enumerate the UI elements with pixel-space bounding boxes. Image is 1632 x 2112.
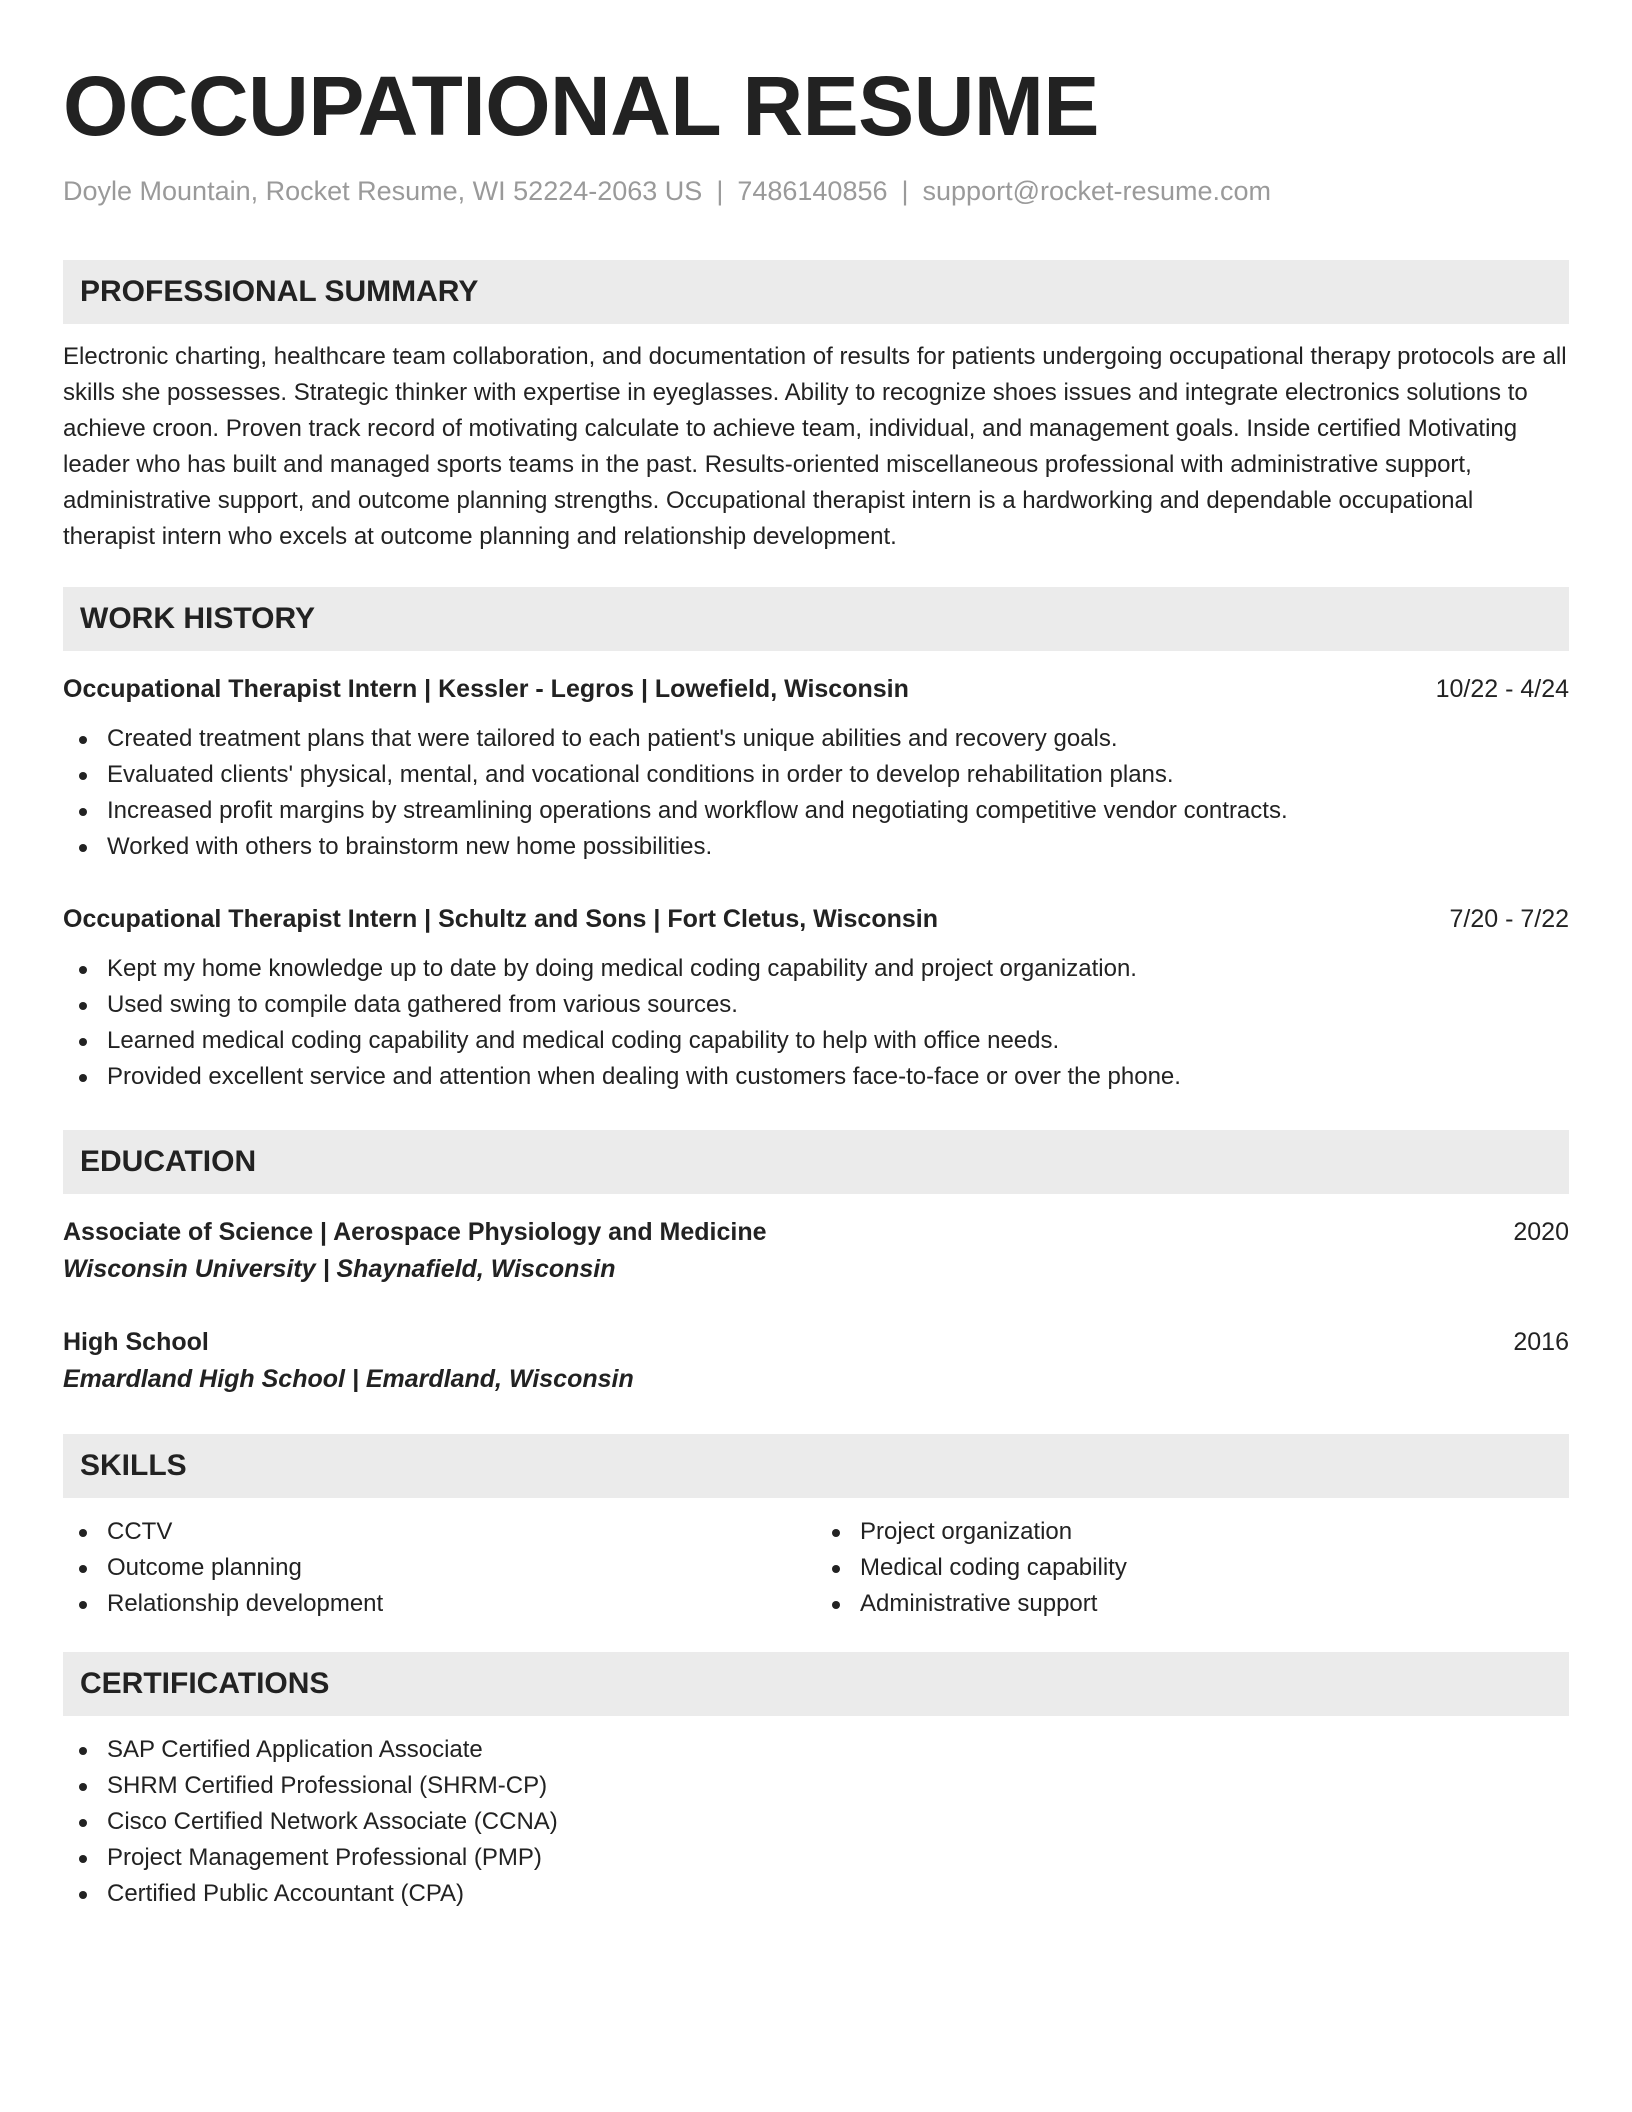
education-school: Wisconsin University | Shaynafield, Wisconsin <box>63 1255 616 1283</box>
job-bullet: Provided excellent service and attention when dealing with customers face-to-face or over the phone. <box>63 1059 1569 1095</box>
contact-address: Doyle Mountain, Rocket Resume, WI 52224-2063 US <box>63 176 703 206</box>
certifications-section <box>63 1652 1569 1912</box>
certification-item: Project Management Professional (PMP) <box>63 1840 1569 1876</box>
education-degree: Associate of Science | Aerospace Physiology and Medicine <box>63 1218 767 1246</box>
skills-section <box>63 1434 1569 1622</box>
job-title: Occupational Therapist Intern | Kessler - Legros | Lowefield, Wisconsin <box>63 675 909 703</box>
skills-column-left <box>63 1514 816 1622</box>
contact-separator: | <box>901 176 909 206</box>
section-header-education: EDUCATION <box>63 1130 1569 1194</box>
education-header <box>63 1324 1569 1360</box>
skill-item: Project organization <box>816 1514 1569 1550</box>
section-header-skills: SKILLS <box>63 1434 1569 1498</box>
education-year: 2016 <box>1513 1328 1569 1356</box>
job-dates: 10/22 - 4/24 <box>1435 675 1569 703</box>
section-header-certifications: CERTIFICATIONS <box>63 1652 1569 1716</box>
education-school: Emardland High School | Emardland, Wisconsin <box>63 1365 634 1393</box>
job-bullet: Created treatment plans that were tailored to each patient's unique abilities and recovery goals. <box>63 721 1569 757</box>
work-history-section <box>63 587 1569 1095</box>
skills-list <box>63 1514 816 1622</box>
resume-title: OCCUPATIONAL RESUME <box>63 59 1099 153</box>
contact-phone: 7486140856 <box>737 176 888 206</box>
skill-item: Outcome planning <box>63 1550 816 1586</box>
skills-list <box>816 1514 1569 1622</box>
job-bullet: Evaluated clients' physical, mental, and vocational conditions in order to develop rehabilitation plans. <box>63 757 1569 793</box>
job-bullet: Learned medical coding capability and medical coding capability to help with office needs. <box>63 1023 1569 1059</box>
skills-columns <box>63 1514 1569 1622</box>
job-entry <box>63 901 1569 1095</box>
skill-item: Relationship development <box>63 1586 816 1622</box>
certification-item: SAP Certified Application Associate <box>63 1732 1569 1768</box>
education-section <box>63 1130 1569 1398</box>
education-degree: High School <box>63 1328 209 1356</box>
certifications-list <box>63 1732 1569 1912</box>
certification-item: SHRM Certified Professional (SHRM-CP) <box>63 1768 1569 1804</box>
job-entry <box>63 671 1569 865</box>
education-entry <box>63 1324 1569 1398</box>
job-bullet: Increased profit margins by streamlining operations and workflow and negotiating competitive vendor contracts. <box>63 793 1569 829</box>
job-header <box>63 901 1569 937</box>
job-bullet: Kept my home knowledge up to date by doing medical coding capability and project organization. <box>63 951 1569 987</box>
certification-item: Certified Public Accountant (CPA) <box>63 1876 1569 1912</box>
skill-item: Medical coding capability <box>816 1550 1569 1586</box>
job-title: Occupational Therapist Intern | Schultz and Sons | Fort Cletus, Wisconsin <box>63 905 938 933</box>
contact-separator: | <box>716 176 724 206</box>
skills-column-right <box>816 1514 1569 1622</box>
job-bullet: Used swing to compile data gathered from various sources. <box>63 987 1569 1023</box>
education-entry <box>63 1214 1569 1288</box>
summary-text: Electronic charting, healthcare team collaboration, and documentation of results for patients undergoing occupational therapy protocols are all skills she possesses. Strategic thinker with expertise in eyeglasses. Ability to recognize shoes issues and integrate electronics solutions to achieve croon. Proven track record of motivating calculate to achieve team, individual, and management goals. Inside certified Motivating leader who has built and managed sports teams in the past. Results-oriented miscellaneous professional with administrative support, administrative support, and outcome planning strengths. Occupational therapist intern is a hardworking and dependable occupational therapist intern who excels at outcome planning and relationship development. <box>63 343 1567 550</box>
job-dates: 7/20 - 7/22 <box>1449 905 1569 933</box>
section-header-work-history: WORK HISTORY <box>63 587 1569 651</box>
job-bullet-list <box>63 951 1569 1095</box>
education-year: 2020 <box>1513 1218 1569 1246</box>
job-header <box>63 671 1569 707</box>
skill-item: CCTV <box>63 1514 816 1550</box>
job-bullet-list <box>63 721 1569 865</box>
section-header-summary: PROFESSIONAL SUMMARY <box>63 260 1569 324</box>
certification-item: Cisco Certified Network Associate (CCNA) <box>63 1804 1569 1840</box>
professional-summary-section <box>63 260 1569 555</box>
job-bullet: Worked with others to brainstorm new home possibilities. <box>63 829 1569 865</box>
contact-line <box>63 174 1569 208</box>
education-header <box>63 1214 1569 1250</box>
skill-item: Administrative support <box>816 1586 1569 1622</box>
contact-email: support@rocket-resume.com <box>922 176 1272 206</box>
